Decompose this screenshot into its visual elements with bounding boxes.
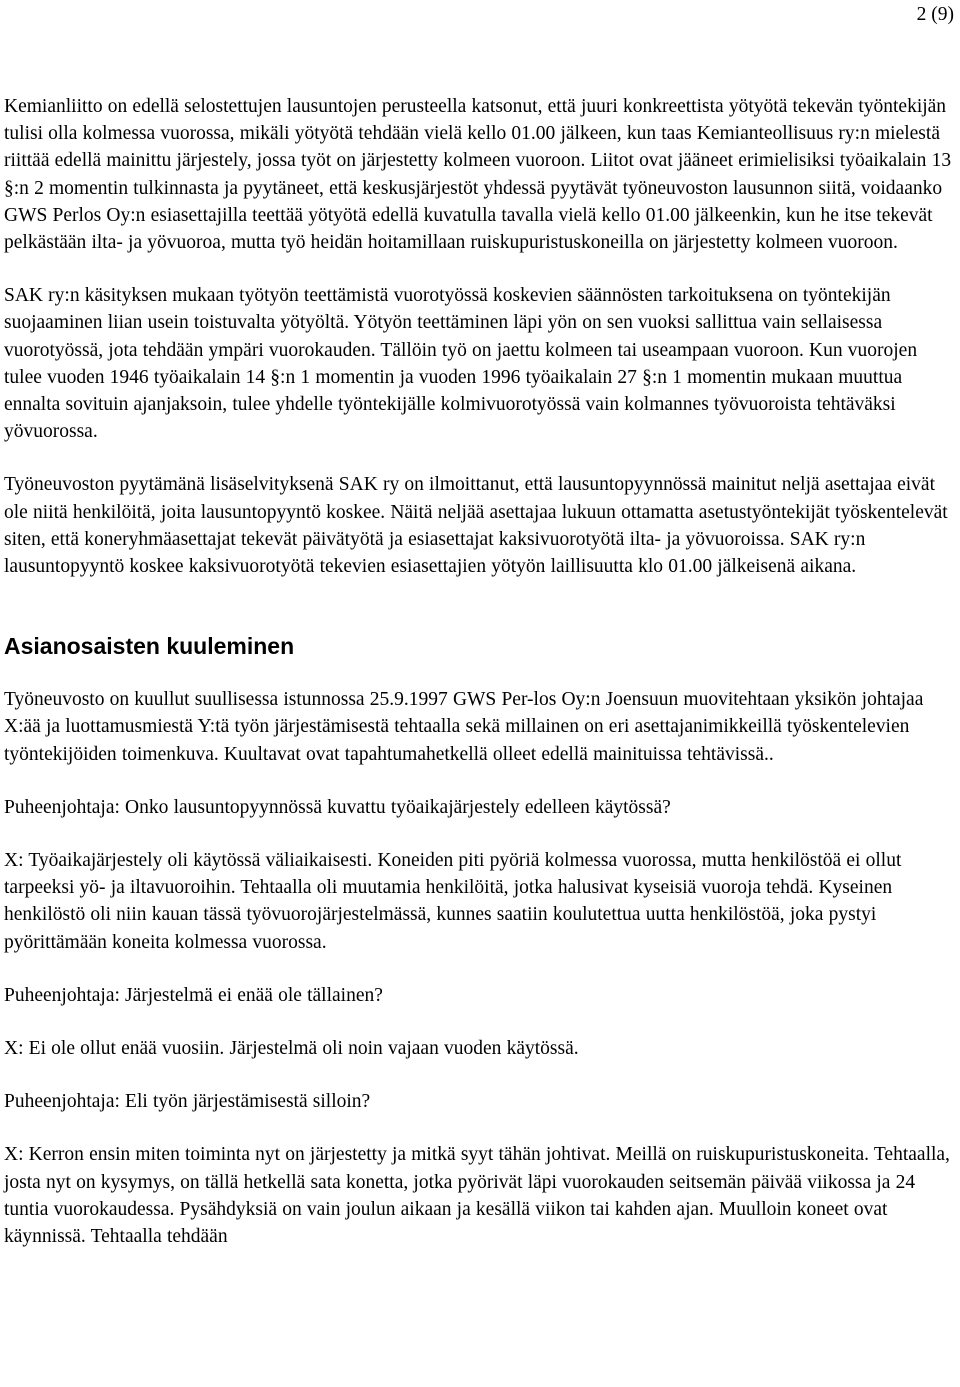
paragraph: X: Kerron ensin miten toiminta nyt on järjestetty ja mitkä syyt tähän johtivat. Meillä on ruiskupuristuskoneita. Tehtaalla, josta nyt on kysymys, on tällä hetkellä sata konetta, jotka pyörivät läpi vuorokauden seitsemän päivää viikossa ja 24 tuntia vuorokaudessa. Pysähdyksiä on vain joulun aikaan ja kesällä viikon tai kahden ajan. Muulloin koneet ovat käynnissä. Tehtaalla tehdään (4, 1144, 950, 1248)
paragraph: SAK ry:n käsityksen mukaan työtyön teettämistä vuorotyössä koskevien säännösten tarkoituksena on työntekijän suojaaminen liian usein toistuvalta yötyöltä. Yötyön teettäminen läpi yön on sen vuoksi sallittua vain sellaisessa vuorotyössä, jota tehdään ympäri vuorokauden. Tällöin työ on jaettu kolmeen tai useampaan vuoroon. Kun vuorojen tulee vuoden 1946 työaikalain 14 §:n 1 momentin ja vuoden 1996 työaikalain 27 §:n 1 momentin mukaan muuttua ennalta sovituin ajanjaksoin, tulee yhdelle työntekijälle kolmivuorotyössä vain kolmannes työvuoroista tehtäväksi yövuorossa. (4, 285, 918, 443)
document-body (4, 93, 954, 1250)
paragraph: X: Työaikajärjestely oli käytössä väliaikaisesti. Koneiden piti pyöriä kolmessa vuorossa, mutta henkilöstöä ei ollut tarpeeksi yö- ja iltavuoroihin. Tehtaalla oli muutamia henkilöitä, jotka halusivat kyseisiä vuoroja tehdä. Kyseinen henkilöstö oli niin kauan tässä työvuorojärjestelmässä, kunnes saatiin koulutettua uutta henkilöstöä, joka pystyi pyörittämään koneita kolmessa vuorossa. (4, 850, 902, 953)
paragraph: Puheenjohtaja: Eli työn järjestämisestä silloin? (4, 1091, 371, 1113)
paragraph: Kemianliitto on edellä selostettujen lausuntojen perusteella katsonut, että juuri konkreettista yötyötä tekevän työntekijän tulisi olla kolmessa vuorossa, mikäli yötyötä tehdään vielä kello 01.00 jälkeen, kun taas Kemianteollisuus ry:n mielestä riittää edellä mainittu järjestely, jossa työt on järjestetty kolmeen vuoroon. Liitot ovat jääneet erimielisiksi työaikalain 13 §:n 2 momentin tulkinnasta ja pyytäneet, että keskusjärjestöt yhdessä pyytävät työneuvoston lausunnon siitä, voidaanko GWS Perlos Oy:n esiasettajilla teettää yötyötä edellä kuvatulla tavalla vielä kello 01.00 jälkeenkin, kun he itse tekevät pelkästään ilta- ja yövuoroa, mutta työ heidän hoitamillaan ruiskupuristuskoneilla on järjestetty kolmeen vuoroon. (4, 96, 952, 254)
section-heading: Asianosaisten kuuleminen (4, 633, 295, 660)
page-number: 2 (9) (916, 4, 954, 25)
paragraph: X: Ei ole ollut enää vuosiin. Järjestelmä oli noin vajaan vuoden käytössä. (4, 1038, 579, 1060)
paragraph: Työneuvoston pyytämänä lisäselvityksenä SAK ry on ilmoittanut, että lausuntopyynnössä mainitut neljä asettajaa eivät ole niitä henkilöitä, joita lausuntopyyntö koskee. Näitä neljää asettajaa lukuun ottamatta asetustyöntekijät työskentelevät siten, että koneryhmäasettajat tekevät päivätyötä ja esiasettajat kaksivuorotyötä ilta- ja yövuoroissa. SAK ry:n lausuntopyyntö koskee kaksivuorotyötä tekevien esiasettajien yötyön laillisuutta klo 01.00 jälkeisenä aikana. (4, 474, 948, 578)
paragraph: Työneuvosto on kuullut suullisessa istunnossa 25.9.1997 GWS Per-los Oy:n Joensuun muovitehtaan yksikön johtajaa X:ää ja luottamusmiestä Y:tä työn järjestämisestä tehtaalla sekä millainen on eri asettajanimikkeillä työskentelevien työntekijöiden toimenkuva. Kuultavat ovat tapahtumahetkellä olleet edellä mainituissa tehtävissä.. (4, 689, 924, 765)
paragraph: Puheenjohtaja: Järjestelmä ei enää ole tällainen? (4, 984, 383, 1006)
paragraph: Puheenjohtaja: Onko lausuntopyynnössä kuvattu työaikajärjestely edelleen käytössä? (4, 796, 671, 818)
